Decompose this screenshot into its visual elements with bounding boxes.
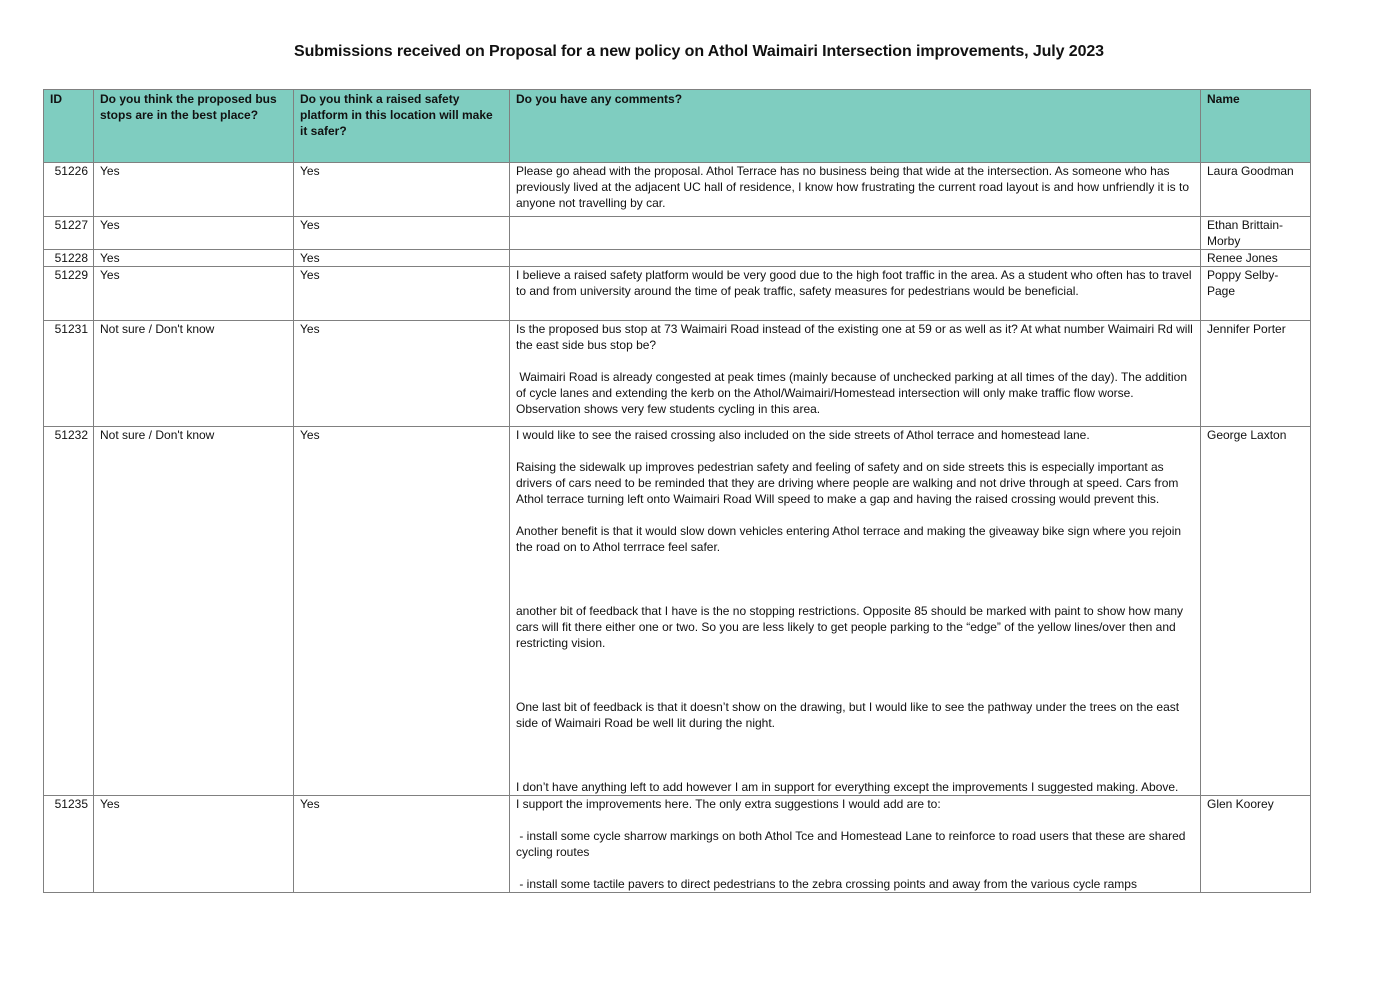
- cell-name: Ethan Brittain-Morby: [1201, 217, 1311, 250]
- header-name: Name: [1201, 90, 1311, 163]
- cell-platform: Yes: [294, 796, 510, 893]
- comment-paragraph: - install some cycle sharrow markings on both Athol Tce and Homestead Lane to reinforce to road users that these are shared cycling routes: [516, 829, 1189, 859]
- header-id: ID: [44, 90, 94, 163]
- cell-comments: [510, 427, 1201, 796]
- cell-comments: [510, 217, 1201, 250]
- comment-paragraph: I support the improvements here. The only extra suggestions I would add are to:: [516, 797, 941, 811]
- comment-paragraph: - install some tactile pavers to direct pedestrians to the zebra crossing points and away from the various cycle ramps: [516, 877, 1137, 891]
- table-row: [44, 250, 1311, 267]
- cell-platform: Yes: [294, 321, 510, 427]
- table-row: [44, 427, 1311, 796]
- header-comments: Do you have any comments?: [510, 90, 1201, 163]
- comment-paragraph: Waimairi Road is already congested at peak times (mainly because of unchecked parking at all times of the day). The addition of cycle lanes and extending the kerb on the Athol/Waimairi/Homestead intersection will only make traffic flow worse. Observation shows very few students cycling in this area.: [516, 370, 1191, 416]
- cell-platform: Yes: [294, 427, 510, 796]
- cell-name: George Laxton: [1201, 427, 1311, 796]
- comment-paragraph: Another benefit is that it would slow down vehicles entering Athol terrace and making the giveaway bike sign where you rejoin the road on to Athol terrrace feel safer.: [516, 524, 1182, 554]
- cell-name: Glen Koorey: [1201, 796, 1311, 893]
- comment-paragraph: I don’t have anything left to add however I am in support for everything except the improvements I suggested making. Above.: [516, 780, 1179, 794]
- cell-comments: [510, 267, 1201, 321]
- cell-name: Renee Jones: [1201, 250, 1311, 267]
- cell-bus-stops: Yes: [94, 250, 294, 267]
- header-bus-stops: Do you think the proposed bus stops are in the best place?: [94, 90, 294, 163]
- cell-id: 51235: [44, 796, 94, 893]
- cell-name: Jennifer Porter: [1201, 321, 1311, 427]
- header-platform: Do you think a raised safety platform in this location will make it safer?: [294, 90, 510, 163]
- page-title: Submissions received on Proposal for a new policy on Athol Waimairi Intersection improvements, July 2023: [294, 43, 1104, 60]
- table-row: [44, 796, 1311, 893]
- comment-paragraph: I would like to see the raised crossing also included on the side streets of Athol terrace and homestead lane.: [516, 428, 1090, 442]
- comment-paragraph: Please go ahead with the proposal. Athol Terrace has no business being that wide at the intersection. As someone who has previously lived at the adjacent UC hall of residence, I know how frustrating the current road layout is and how unfriendly it is to anyone not travelling by car.: [516, 164, 1190, 210]
- table-row: [44, 163, 1311, 217]
- cell-id: 51231: [44, 321, 94, 427]
- cell-platform: Yes: [294, 250, 510, 267]
- cell-bus-stops: Not sure / Don't know: [94, 427, 294, 796]
- comment-paragraph: I believe a raised safety platform would be very good due to the high foot traffic in the area. As a student who often has to travel to and from university around the time of peak traffic, safety measures for pedestrians would be beneficial.: [516, 268, 1192, 298]
- cell-comments: [510, 796, 1201, 893]
- table-header-row: [44, 90, 1311, 163]
- cell-id: 51227: [44, 217, 94, 250]
- cell-platform: Yes: [294, 217, 510, 250]
- cell-comments: [510, 163, 1201, 217]
- cell-bus-stops: Not sure / Don't know: [94, 321, 294, 427]
- cell-bus-stops: Yes: [94, 217, 294, 250]
- cell-id: 51232: [44, 427, 94, 796]
- cell-name: Poppy Selby-Page: [1201, 267, 1311, 321]
- cell-comments: [510, 321, 1201, 427]
- comment-paragraph: another bit of feedback that I have is the no stopping restrictions. Opposite 85 should be marked with paint to show how many cars will fit there either one or two. So you are less likely to get people parking to the “edge” of the yellow lines/over then and restricting vision.: [516, 604, 1184, 650]
- comment-paragraph: One last bit of feedback is that it doesn’t show on the drawing, but I would like to see the pathway under the trees on the east side of Waimairi Road be well lit during the night.: [516, 700, 1180, 730]
- cell-bus-stops: Yes: [94, 796, 294, 893]
- submissions-table: [43, 89, 1311, 893]
- cell-name: Laura Goodman: [1201, 163, 1311, 217]
- cell-id: 51228: [44, 250, 94, 267]
- comment-paragraph: Raising the sidewalk up improves pedestrian safety and feeling of safety and on side streets this is especially important as drivers of cars need to be reminded that they are driving where people are walking and not drive through at speed. Cars from Athol terrace turning left onto Waimairi Road Will speed to make a gap and having the raised crossing would prevent this.: [516, 460, 1179, 506]
- cell-comments: [510, 250, 1201, 267]
- cell-bus-stops: Yes: [94, 267, 294, 321]
- cell-bus-stops: Yes: [94, 163, 294, 217]
- comment-paragraph: Is the proposed bus stop at 73 Waimairi Road instead of the existing one at 59 or as well as it? At what number Waimairi Rd will the east side bus stop be?: [516, 322, 1193, 352]
- cell-id: 51229: [44, 267, 94, 321]
- table-row: [44, 321, 1311, 427]
- table-row: [44, 267, 1311, 321]
- cell-id: 51226: [44, 163, 94, 217]
- cell-platform: Yes: [294, 267, 510, 321]
- table-row: [44, 217, 1311, 250]
- cell-platform: Yes: [294, 163, 510, 217]
